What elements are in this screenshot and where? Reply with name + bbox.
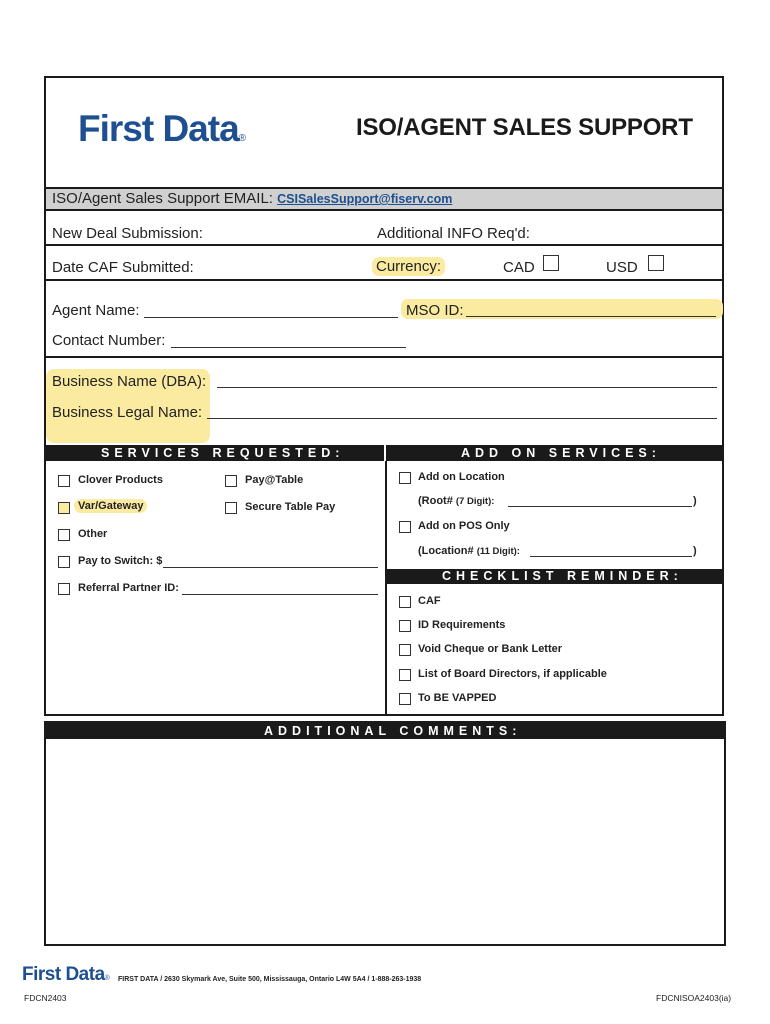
footer-logo-registered: ® — [104, 975, 110, 982]
referral-partner-checkbox[interactable] — [58, 583, 70, 595]
pay-to-switch-field[interactable] — [163, 567, 378, 568]
footer-address: FIRST DATA / 2630 Skymark Ave, Suite 500, Mississauga, Ontario L4W 5A4 / 1-888-263-1938 — [118, 976, 422, 983]
checklist-id-requirements: ID Requirements — [418, 619, 506, 631]
legal-name-label: Business Legal Name: — [52, 404, 203, 421]
divider — [46, 244, 722, 246]
other-label: Other — [78, 528, 108, 540]
additional-info-label: Additional INFO Req'd: — [377, 225, 530, 242]
currency-text: Currency: — [372, 257, 445, 276]
root-digits: (7 Digit): — [455, 496, 495, 507]
date-caf-label: Date CAF Submitted: — [52, 259, 194, 276]
clover-products-label: Clover Products — [78, 474, 163, 486]
new-deal-label: New Deal Submission: — [52, 225, 203, 242]
clover-products-checkbox[interactable] — [58, 475, 70, 487]
referral-partner-label: Referral Partner ID: — [78, 582, 179, 594]
contact-number-field[interactable] — [171, 347, 406, 348]
location-field[interactable] — [530, 556, 692, 557]
usd-checkbox[interactable] — [648, 255, 664, 271]
mso-id-label: MSO ID: — [406, 302, 464, 319]
board-directors-checkbox[interactable] — [399, 669, 411, 681]
support-email-link[interactable]: CSISalesSupport@fiserv.com — [277, 192, 453, 206]
checklist-void-cheque: Void Cheque or Bank Letter — [418, 643, 563, 655]
root-field[interactable] — [508, 506, 692, 507]
pay-at-table-label: Pay@Table — [245, 474, 304, 486]
divider — [46, 279, 722, 281]
dba-label: Business Name (DBA): — [52, 373, 207, 390]
add-on-header: ADD ON SERVICES: — [386, 445, 722, 461]
add-pos-label: Add on POS Only — [418, 520, 510, 532]
pay-to-switch-checkbox[interactable] — [58, 556, 70, 568]
comments-header: ADDITIONAL COMMENTS: — [46, 723, 724, 739]
legal-name-field[interactable] — [207, 418, 717, 419]
logo-registered: ® — [238, 133, 247, 144]
add-location-label: Add on Location — [418, 471, 505, 483]
email-label — [52, 190, 452, 207]
secure-table-pay-checkbox[interactable] — [225, 502, 237, 514]
root-close: ) — [693, 495, 697, 507]
be-vapped-checkbox[interactable] — [399, 693, 411, 705]
checklist-be-vapped: To BE VAPPED — [418, 692, 497, 704]
footer-logo-text: First Data — [22, 964, 105, 985]
pay-to-switch-label: Pay to Switch: $ — [78, 555, 163, 567]
var-gateway-text: Var/Gateway — [74, 499, 147, 513]
var-gateway-checkbox[interactable] — [58, 502, 70, 514]
agent-name-field[interactable] — [144, 317, 398, 318]
add-pos-checkbox[interactable] — [399, 521, 411, 533]
location-prefix: (Location# — [418, 545, 474, 557]
agent-name-label: Agent Name: — [52, 302, 140, 319]
other-checkbox[interactable] — [58, 529, 70, 541]
footer-left-code: FDCN2403 — [24, 993, 67, 1003]
email-label-text: ISO/Agent Sales Support EMAIL: — [52, 190, 273, 207]
first-data-logo — [78, 108, 246, 150]
form-title: ISO/AGENT SALES SUPPORT — [356, 114, 693, 141]
location-label — [418, 545, 520, 557]
var-gateway-label — [74, 500, 147, 512]
currency-label — [372, 258, 445, 275]
dba-field[interactable] — [217, 387, 717, 388]
footer-right-code: FDCNISOA2403(ia) — [656, 993, 732, 1003]
cad-label: CAD — [503, 259, 535, 276]
root-prefix: (Root# — [418, 495, 453, 507]
location-close: ) — [693, 545, 697, 557]
id-requirements-checkbox[interactable] — [399, 620, 411, 632]
services-header: SERVICES REQUESTED: — [46, 445, 384, 461]
add-location-checkbox[interactable] — [399, 472, 411, 484]
divider — [46, 356, 722, 358]
footer-logo — [22, 964, 110, 986]
caf-checkbox[interactable] — [399, 596, 411, 608]
logo-text: First Data — [78, 108, 239, 149]
void-cheque-checkbox[interactable] — [399, 644, 411, 656]
usd-label: USD — [606, 259, 638, 276]
column-divider — [385, 461, 387, 715]
checklist-caf: CAF — [418, 595, 441, 607]
checklist-board-directors: List of Board Directors, if applicable — [418, 668, 607, 680]
secure-table-pay-label: Secure Table Pay — [245, 501, 336, 513]
checklist-header: CHECKLIST REMINDER: — [386, 569, 722, 584]
contact-number-label: Contact Number: — [52, 332, 166, 349]
location-digits: (11 Digit): — [476, 546, 520, 557]
mso-id-field[interactable] — [466, 316, 716, 317]
root-label — [418, 495, 494, 507]
comments-textarea[interactable] — [48, 741, 722, 943]
pay-at-table-checkbox[interactable] — [225, 475, 237, 487]
referral-partner-field[interactable] — [182, 594, 378, 595]
cad-checkbox[interactable] — [543, 255, 559, 271]
